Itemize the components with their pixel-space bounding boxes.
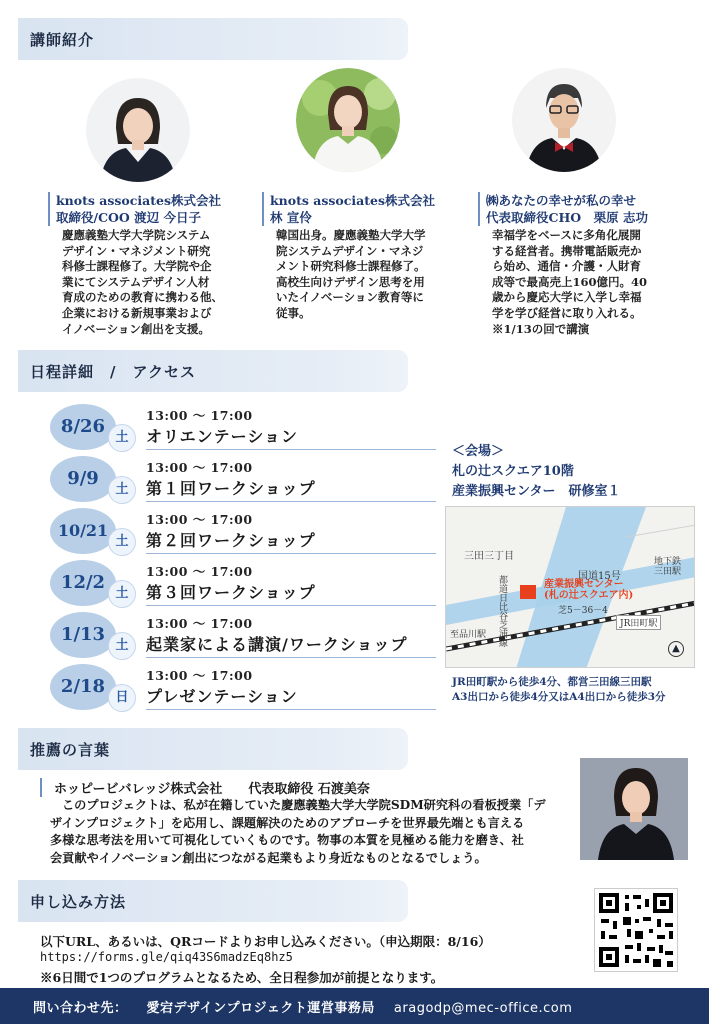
bio-line: ※1/13の回で講演 xyxy=(492,321,590,336)
schedule-day: 土 xyxy=(108,632,136,660)
schedule-date: 12/2 xyxy=(50,560,116,606)
schedule-time: 13:00 ～ 17:00 xyxy=(146,460,253,475)
bio-line: 成等で最高売上160億円。40 xyxy=(492,274,648,289)
schedule-time: 13:00 ～ 17:00 xyxy=(146,616,253,631)
venue-room: 産業振興センター 研修室１ xyxy=(452,484,621,499)
schedule-divider xyxy=(146,449,436,450)
instructor-2-company: knots associates株式会社 xyxy=(270,193,435,208)
instructor-1-role: 取締役/COO 渡辺 今日子 xyxy=(56,210,201,225)
schedule-time: 13:00 ～ 17:00 xyxy=(146,668,253,683)
bio-line: 企業における新規事業および xyxy=(62,305,212,320)
bio-line: 従事。 xyxy=(276,305,311,320)
bio-line: 業にてシステムデザイン人材 xyxy=(62,274,210,289)
schedule-title: 第１回ワークショップ xyxy=(146,479,316,498)
bio-line: 歳から慶応大学に入学し幸福 xyxy=(492,290,642,305)
schedule-day: 土 xyxy=(108,476,136,504)
schedule-day: 日 xyxy=(108,684,136,712)
schedule-row xyxy=(50,558,440,610)
bio-line: 幸福学をベースに多角化展開 xyxy=(492,228,641,242)
schedule-title: 第２回ワークショップ xyxy=(146,531,316,550)
access-map xyxy=(445,506,695,668)
bio-line: 学を学び経営に取り入れる。 xyxy=(492,305,642,320)
schedule-divider xyxy=(146,605,436,606)
instructor-2-name xyxy=(262,192,435,226)
schedule-divider xyxy=(146,501,436,502)
map-road2-label: 都道日比谷芝浦線 xyxy=(497,575,507,647)
schedule-divider xyxy=(146,553,436,554)
instructor-3-bio xyxy=(492,228,647,337)
building-marker-icon xyxy=(520,585,536,599)
schedule-row xyxy=(50,454,440,506)
map-jr-station: JR田町駅 xyxy=(616,615,661,630)
recommender-name: ホッピービバレッジ株式会社 代表取締役 石渡美奈 xyxy=(40,778,370,797)
bio-line: いたイノベーション教育等に xyxy=(276,290,424,305)
recommendation-line: 多様な思考法を用いて可視化していくものです。物事の本質を見極める能力を磨き、社 xyxy=(50,833,524,847)
recommendation-line: 会貢献やイノベーション創出につながる起業もより身近なものとなるでしょう。 xyxy=(50,850,487,865)
bio-line: イノベーション創出を支援。 xyxy=(62,321,210,336)
schedule-date: 1/13 xyxy=(50,612,116,658)
schedule-row xyxy=(50,662,440,714)
schedule-title: オリエンテーション xyxy=(146,427,299,446)
bio-line: 慶應義塾大学大学院システム xyxy=(62,228,211,242)
instructor-2-role: 林 宣伶 xyxy=(270,210,312,225)
schedule-divider xyxy=(146,657,436,658)
venue-name: 札の辻スクエア10階 xyxy=(452,464,574,479)
instructor-1-bio xyxy=(62,228,223,337)
bio-line: 高校生向けデザイン思考を用 xyxy=(276,274,425,289)
apply-url-link[interactable]: https://forms.gle/qiq43S6madzEq8hz5 xyxy=(40,950,293,964)
contact-footer xyxy=(0,988,709,1024)
schedule-title: 第３回ワークショップ xyxy=(146,583,316,602)
map-subway-station: 三田駅 xyxy=(654,567,682,577)
qr-code-icon[interactable] xyxy=(594,888,678,972)
apply-note: ※6日間で1つのプログラムとなるため、全日程参加が前提となります。 xyxy=(40,970,444,985)
schedule-day: 土 xyxy=(108,424,136,452)
bio-line: ら始め、通信・介護・人財育 xyxy=(492,259,642,274)
bio-line: 科修士課程修了。大学院や企 xyxy=(62,259,212,274)
section-header-schedule: 日程詳細 / アクセス xyxy=(18,350,408,392)
schedule-row xyxy=(50,402,440,454)
footer-office: 愛宕デザインプロジェクト運営事務局 xyxy=(146,1001,375,1016)
bio-line: デザイン・マネジメント研究 xyxy=(62,243,211,258)
instructor-3-role: 代表取締役CHO 栗原 志功 xyxy=(486,210,648,225)
instructor-3-name xyxy=(478,192,648,226)
schedule-row xyxy=(50,610,440,662)
schedule-date: 10/21 xyxy=(50,508,116,554)
schedule-row xyxy=(50,506,440,558)
schedule-time: 13:00 ～ 17:00 xyxy=(146,512,253,527)
map-subway-label xyxy=(654,557,681,577)
footer-label: 問い合わせ先： xyxy=(33,1001,128,1016)
north-arrow-icon: ▲ xyxy=(668,641,684,657)
map-building-sub: (札の辻スクエア内) xyxy=(544,590,634,601)
map-area-label: 三田三丁目 xyxy=(464,551,514,562)
map-subway-line: 地下鉄 xyxy=(654,557,682,567)
access-caption-1: JR田町駅から徒歩4分、都営三田線三田駅 xyxy=(452,676,652,688)
recommendation-line: ザインプロジェクト」を応用し、課題解決のためのアプローチを世界最先端とも言える xyxy=(50,815,525,830)
instructor-1-company: knots associates株式会社 xyxy=(56,193,221,208)
schedule-time: 13:00 ～ 17:00 xyxy=(146,408,253,423)
footer-email-link[interactable]: aragodp@mec-office.com xyxy=(393,1001,573,1016)
map-building-name: 産業振興センター xyxy=(544,579,624,590)
apply-instructions: 以下URL、あるいは、QRコードよりお申し込みください。（申込期限：8/16） xyxy=(40,934,491,949)
section-header-recommendation: 推薦の言葉 xyxy=(18,728,408,770)
schedule-day: 土 xyxy=(108,580,136,608)
bio-line: 育成のための教育に携わる他、 xyxy=(62,290,223,305)
section-header-apply: 申し込み方法 xyxy=(18,880,408,922)
access-caption-2: A3出口から徒歩4分又はA4出口から徒歩3分 xyxy=(452,691,666,703)
bio-line: する経営者。携帯電話販売か xyxy=(492,243,642,258)
instructor-photo-3 xyxy=(512,68,616,172)
schedule-date: 2/18 xyxy=(50,664,116,710)
recommendation-line: このプロジェクトは、私が在籍していた慶應義塾大学大学院SDM研究科の看板授業「デ xyxy=(62,798,546,812)
map-road-label: 国道15号 xyxy=(578,571,621,582)
instructor-photo-2 xyxy=(296,68,400,172)
instructor-photo-1 xyxy=(86,78,190,182)
bio-line: 韓国出身。慶應義塾大学大学 xyxy=(276,228,426,242)
instructor-2-bio xyxy=(276,228,426,322)
schedule-divider xyxy=(146,709,436,710)
schedule-time: 13:00 ～ 17:00 xyxy=(146,564,253,579)
bio-line: メント研究科修士課程修了。 xyxy=(276,259,426,274)
schedule-day: 土 xyxy=(108,528,136,556)
map-building-label xyxy=(544,579,633,601)
schedule-title: プレゼンテーション xyxy=(146,687,298,706)
bio-line: 院システムデザイン・マネジ xyxy=(276,243,424,258)
schedule-date: 9/9 xyxy=(50,456,116,502)
map-shinagawa: 至品川駅 xyxy=(450,630,487,640)
instructor-3-company: ㈱あなたの幸せが私の幸せ xyxy=(486,193,637,208)
recommendation-body xyxy=(50,797,570,867)
schedule-date: 8/26 xyxy=(50,404,116,450)
recommender-photo xyxy=(580,758,688,860)
map-address: 芝5－36－4 xyxy=(558,606,608,616)
instructor-1-name xyxy=(48,192,221,226)
schedule-title: 起業家による講演/ワークショップ xyxy=(146,635,408,654)
section-header-instructors: 講師紹介 xyxy=(18,18,408,60)
venue-label: ＜会場＞ xyxy=(452,444,505,459)
